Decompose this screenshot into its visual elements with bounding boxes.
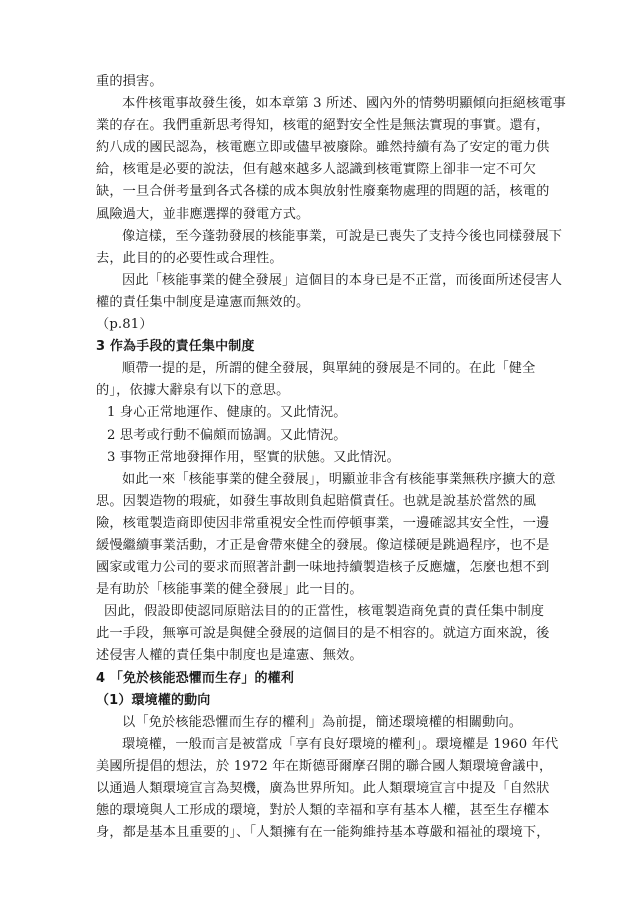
text-line: 以「免於核能恐懼而生存的權利」為前提，簡述環境權的相關動向。 (122, 714, 523, 730)
section-heading: 3 作為手段的責任集中制度 (96, 339, 255, 355)
text-line: 美國所提倡的想法，於 1972 年在斯德哥爾摩召開的聯合國人類環境會議中， (96, 758, 553, 774)
text-line: 順帶一提的是，所謂的健全發展，與單純的發展是不同的。在此「健全 (122, 361, 536, 377)
text-line: 權的責任集中制度是違憲而無效的。 (96, 294, 310, 310)
text-line: （p.81） (96, 317, 153, 333)
text-line: 此一手段，無寧可說是與健全發展的這個目的是不相容的。就這方面來說，後 (96, 626, 550, 642)
text-line: 缺，一旦合併考量到各式各樣的成本與放射性廢棄物處理的問題的話，核電的 (96, 184, 550, 200)
text-line: 述侵害人權的責任集中制度也是違憲、無效。 (96, 648, 363, 664)
list-item: 3 事物正常地發揮作用，堅實的狀態。又此情況。 (107, 449, 400, 465)
text-line: 去，此目的的必要性或合理性。 (96, 250, 283, 266)
document-page (96, 71, 567, 844)
text-line: 思。因製造物的瑕疵，如發生事故則負起賠償責任。也就是說基於當然的風 (96, 493, 537, 509)
text-line: 如此一來「核能事業的健全發展」，明顯並非含有核能事業無秩序擴大的意 (122, 471, 556, 487)
text-line: 業的存在。我們重新思考得知，核電的絕對安全性是無法實現的事實。還有， (96, 118, 550, 134)
text-line: 約八成的國民認為，核電應立即或儘早被廢除。雖然持續有為了安定的電力供 (96, 140, 550, 156)
text-line: 是有助於「核能事業的健全發展」此一目的。 (96, 582, 363, 598)
text-line: 緩慢繼續事業活動，才正是會帶來健全的發展。像這樣硬是跳過程序，也不是 (96, 537, 550, 553)
text-line: 國家或電力公司的要求而照著計劃一味地持續製造核子反應爐，怎麼也想不到 (96, 560, 550, 576)
text-line: 給，核電是必要的說法，但有越來越多人認識到核電實際上卻非一定不可欠 (96, 162, 537, 178)
section-heading: 4 「免於核能恐懼而生存」的權利 (96, 670, 294, 686)
text-line: 像這樣，至今蓬勃發展的核能事業，可說是已喪失了支持今後也同樣發展下 (122, 228, 563, 244)
text-line: 的」，依據大辭泉有以下的意思。 (96, 383, 290, 399)
text-line: 身，都是基本且重要的」、「人類擁有在一能夠維持基本尊嚴和福祉的環境下， (96, 825, 550, 841)
list-item: 1 身心正常地運作、健康的。又此情況。 (107, 405, 347, 421)
section-heading: （1）環境權的動向 (96, 692, 211, 708)
text-line: 因此，假設即使認同原賠法目的的正當性，核電製造商免責的責任集中制度 (104, 604, 545, 620)
text-line: 險，核電製造商即使因非常重視安全性而停頓事業，一邊確認其安全性，一邊 (96, 515, 550, 531)
list-item: 2 思考或行動不偏頗而協調。又此情況。 (107, 427, 347, 443)
text-line: 風險過大，並非應選擇的發電方式。 (96, 206, 310, 222)
text-line: 本件核電事故發生後，如本章第 3 所述、國內外的情勢明顯傾向拒絕核電事 (122, 96, 567, 112)
text-line: 環境權，一般而言是被當成「享有良好環境的權利」。環境權是 1960 年代 (122, 736, 559, 752)
text-line: 重的損害。 (96, 74, 163, 89)
text-line: 以通過人類環境宣言為契機，廣為世界所知。此人類環境宣言中提及「自然狀 (96, 781, 550, 796)
text-line: 因此「核能事業的健全發展」這個目的本身已是不正當，而後面所述侵害人 (122, 272, 563, 288)
text-line: 態的環境與人工形成的環境，對於人類的幸福和享有基本人權，甚至生存權本 (96, 803, 550, 819)
